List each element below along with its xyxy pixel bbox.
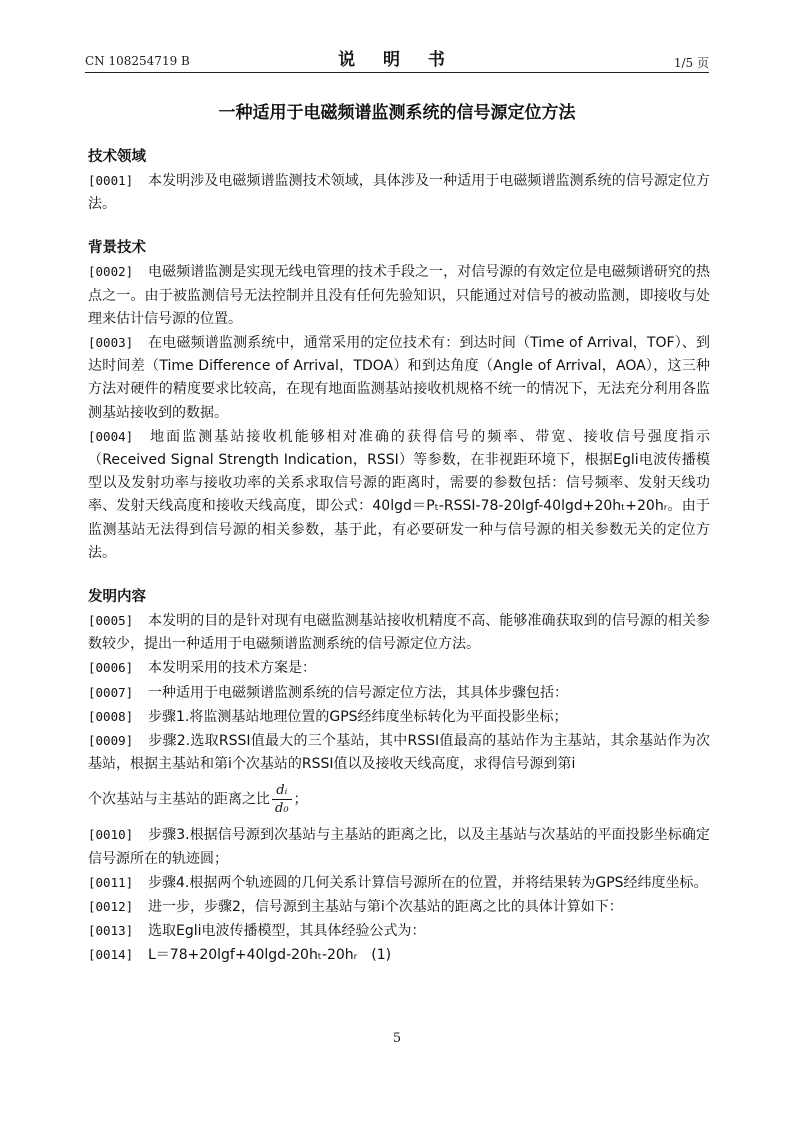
paragraph-0005 <box>88 609 710 656</box>
paragraph-0007 <box>88 681 710 705</box>
paragraph-number: [0004] <box>88 428 134 444</box>
page-number: 5 <box>392 1031 402 1046</box>
fraction-denominator: d₀ <box>275 801 289 817</box>
formula-text: L＝78+20lgf+40lgd-20hₜ-20hᵣ (1) <box>148 947 392 964</box>
paragraph-number: [0003] <box>88 335 134 351</box>
paragraph-text: 步骤4.根据两个轨迹圆的几何关系计算信号源所在的位置，并将结果转为GPS经纬度坐标。 <box>148 874 708 891</box>
paragraph-0006 <box>88 656 710 680</box>
distance-ratio-fraction <box>272 782 292 817</box>
paragraph-0012 <box>88 895 710 919</box>
paragraph-0002 <box>88 260 710 331</box>
paragraph-0001 <box>88 169 710 216</box>
page-info: 1/5 页 <box>673 56 709 70</box>
section-heading-background: 背景技术 <box>88 240 146 257</box>
paragraph-text: 进一步，步骤2，信号源到主基站与第i个次基站的距离之比的具体计算如下： <box>148 899 623 916</box>
paragraph-0009-continuation <box>88 782 710 817</box>
paragraph-0008 <box>88 705 710 729</box>
paragraph-0011 <box>88 871 710 895</box>
paragraph-0014 <box>88 943 710 967</box>
paragraph-text: 个次基站与主基站的距离之比 <box>88 791 270 808</box>
paragraph-number: [0006] <box>88 660 134 676</box>
paragraph-number: [0013] <box>88 923 134 939</box>
paragraph-text: 地面监测基站接收机能够相对准确的获得信号的频率、带宽、接收信号强度指示（Received Signal Strength Indication，RSSI）等参数，在非视距环境下，根据Egli电波传播模型以及发射功率与接收功率的关系求取信号源的距离时，需要的参数包括：信号频率、发射天线功率、发射天线高度和接收天线高度，即公式：40lgd＝Pₜ-RSSI-78-20lgf-40lgd+20hₜ+20hᵣ。由于监测基站无法得到信号源的相关参数，基于此，有必要研发一种与信号源的相关参数无关的定位方法。 <box>88 428 710 561</box>
paragraph-0010 <box>88 823 710 870</box>
paragraph-text: 步骤2.选取RSSI值最大的三个基站，其中RSSI值最高的基站作为主基站，其余基站作为次基站，根据主基站和第i个次基站的RSSI值以及接收天线高度，求得信号源到第i <box>88 733 710 773</box>
paragraph-number: [0014] <box>88 947 134 963</box>
paragraph-number: [0010] <box>88 827 134 843</box>
paragraph-number: [0009] <box>88 733 134 749</box>
paragraph-number: [0005] <box>88 613 134 629</box>
paragraph-text: 一种适用于电磁频谱监测系统的信号源定位方法，其具体步骤包括： <box>148 684 568 701</box>
section-heading-content: 发明内容 <box>88 589 146 606</box>
paragraph-number: [0012] <box>88 899 134 915</box>
paragraph-number: [0011] <box>88 874 134 890</box>
document-type: 说 明 书 <box>338 50 456 70</box>
page-header <box>85 42 709 73</box>
paragraph-text: 在电磁频谱监测系统中，通常采用的定位技术有：到达时间（Time of Arrival，TOF）、到达时间差（Time Difference of Arrival，TDOA）和到达角度（Angle of Arrival，AOA），这三种方法对硬件的精度要求比较高，在现有地面监测基站接收机规格不统一的情况下，无法充分利用各监测基站接收到的数据。 <box>88 335 710 421</box>
paragraph-0009 <box>88 729 710 776</box>
paragraph-number: [0001] <box>88 173 134 188</box>
paragraph-number: [0007] <box>88 684 134 700</box>
paragraph-text-end: ； <box>293 791 308 808</box>
paragraph-text: 步骤3.根据信号源到次基站与主基站的距离之比，以及主基站与次基站的平面投影坐标确定信号源所在的轨迹圆； <box>88 827 710 867</box>
fraction-numerator: dᵢ <box>272 782 292 800</box>
paragraph-text: 电磁频谱监测是实现无线电管理的技术手段之一，对信号源的有效定位是电磁频谱研究的热点之一。由于被监测信号无法控制并且没有任何先验知识，只能通过对信号的被动监测，即接收与处理来估计信号源的位置。 <box>88 264 710 327</box>
paragraph-text: 本发明的目的是针对现有电磁监测基站接收机精度不高、能够准确获取到的信号源的相关参数较少，提出一种适用于电磁频谱监测系统的信号源定位方法。 <box>88 613 710 653</box>
patent-number: CN 108254719 B <box>85 54 190 68</box>
section-heading-tech-field: 技术领域 <box>88 149 146 165</box>
paragraph-0013 <box>88 919 710 943</box>
paragraph-text: 步骤1.将监测基站地理位置的GPS经纬度坐标转化为平面投影坐标； <box>148 708 568 725</box>
document-body <box>88 146 710 968</box>
paragraph-text: 选取Egli电波传播模型，其具体经验公式为： <box>148 923 426 940</box>
paragraph-text: 本发明涉及电磁频谱监测技术领域，具体涉及一种适用于电磁频谱监测系统的信号源定位方法。 <box>88 173 710 213</box>
paragraph-0004 <box>88 425 710 565</box>
paragraph-number: [0002] <box>88 264 134 280</box>
paragraph-0003 <box>88 331 710 425</box>
paragraph-text: 本发明采用的技术方案是： <box>148 660 316 677</box>
document-title: 一种适用于电磁频谱监测系统的信号源定位方法 <box>218 103 576 123</box>
paragraph-number: [0008] <box>88 708 134 724</box>
